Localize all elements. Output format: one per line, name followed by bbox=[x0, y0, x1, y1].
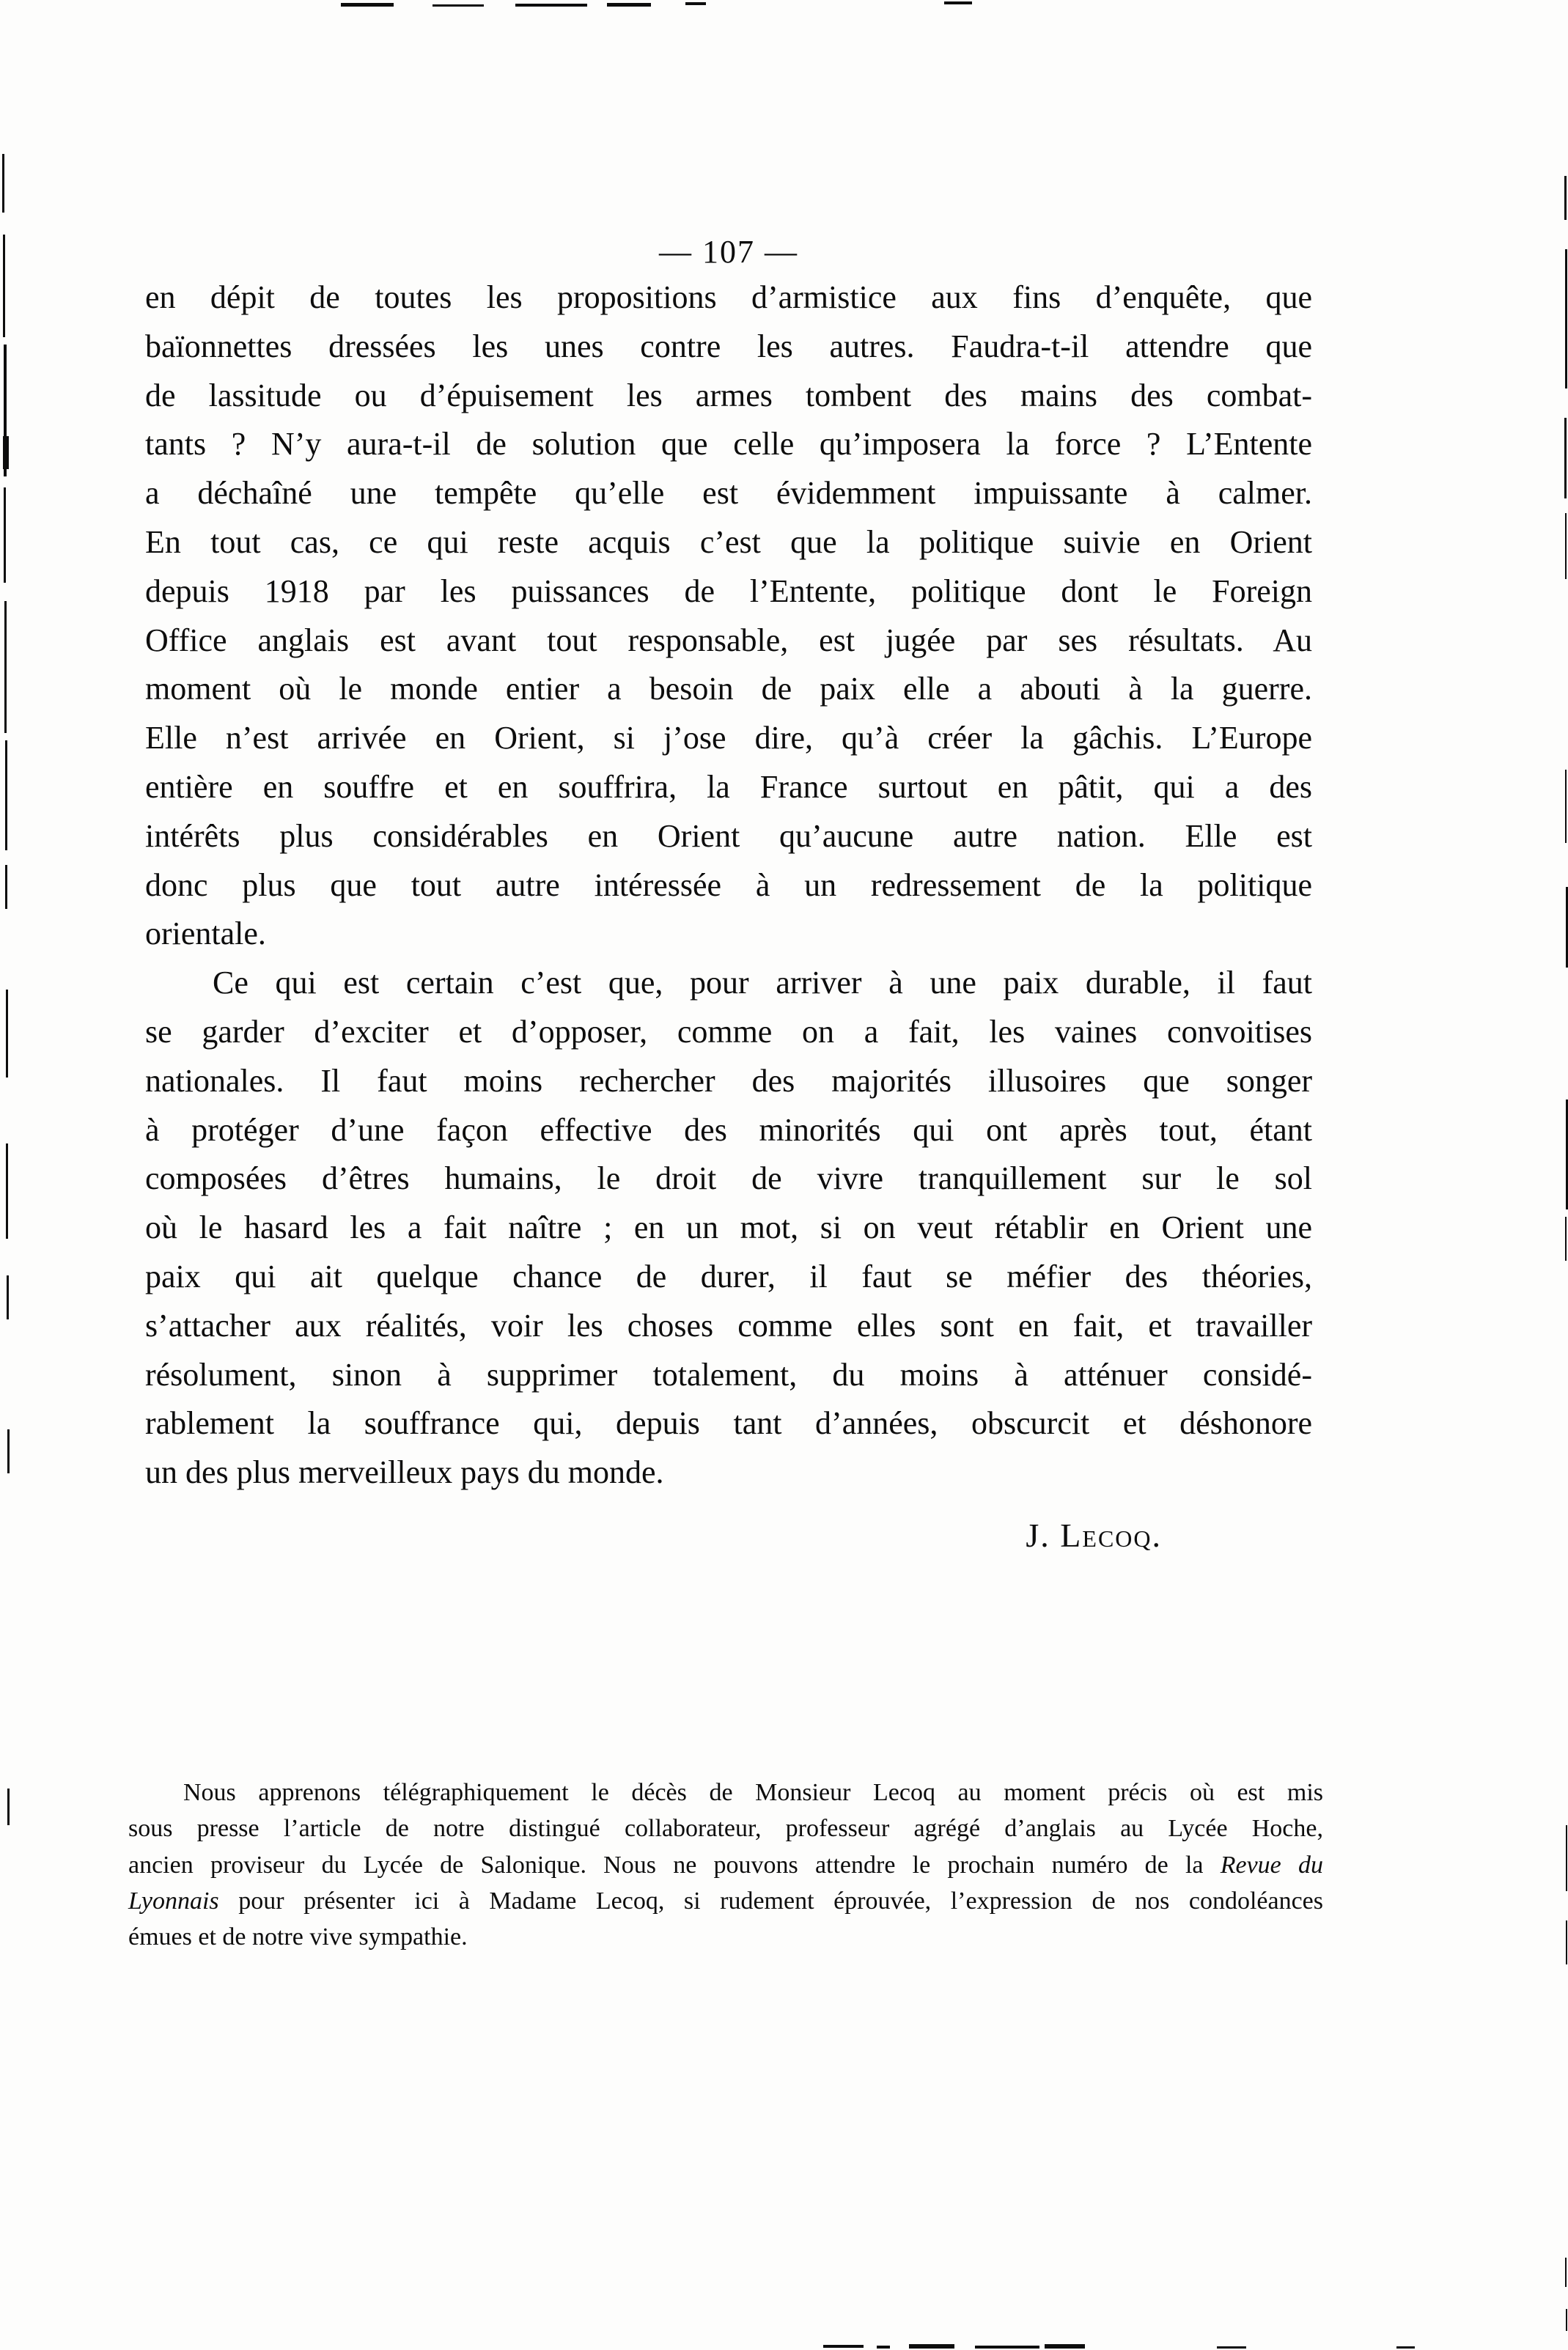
text-line: rablement la souffrance qui, depuis tant d’années, obscurcit et déshonore bbox=[145, 1405, 1312, 1442]
text-line: En tout cas, ce qui reste acquis c’est que la politique suivie en Orient bbox=[145, 523, 1312, 560]
footnote-text: ancien proviseur du Lycée de Salonique. Nous ne pouvons attendre le prochain numéro de la bbox=[128, 1851, 1204, 1879]
scan-artifact-bottom-dash bbox=[877, 2346, 890, 2349]
text-line: intérêts plus considérables en Orient qu’aucune autre nation. Elle est bbox=[145, 817, 1312, 854]
scan-artifact-bottom-dash bbox=[1045, 2344, 1085, 2349]
scan-artifact-left-line bbox=[4, 487, 6, 583]
scan-artifact-top-dash bbox=[685, 2, 706, 5]
text-line: Elle n’est arrivée en Orient, si j’ose dire, qu’à créer la gâchis. L’Europe bbox=[145, 720, 1312, 756]
text-line: entière en souffre et en souffrira, la France surtout en pâtit, qui a des bbox=[145, 768, 1312, 805]
text-line: composées d’êtres humains, le droit de vivre tranquillement sur le sol bbox=[145, 1160, 1312, 1197]
text-line: où le hasard les a fait naître ; en un mot, si on veut rétablir en Orient une bbox=[145, 1209, 1312, 1246]
scan-artifact-left-line bbox=[4, 601, 7, 733]
scan-artifact-left-line bbox=[7, 1429, 10, 1473]
scan-artifact-right-line bbox=[1564, 176, 1567, 220]
text-line: Ce qui est certain c’est que, pour arriver à une paix durable, il faut bbox=[213, 965, 1312, 1001]
scan-artifact-right-line bbox=[1565, 249, 1567, 388]
scan-artifact-top-dash bbox=[944, 1, 972, 4]
text-line: Office anglais est avant tout responsable, est jugée par ses résultats. Au bbox=[145, 622, 1312, 658]
journal-title-fragment: Revue du bbox=[1220, 1851, 1323, 1879]
scan-artifact-left-line bbox=[6, 1143, 8, 1239]
text-line: a déchaîné une tempête qu’elle est évidemment impuissante à calmer. bbox=[145, 475, 1312, 512]
page-number: — 107 — bbox=[659, 234, 798, 270]
scan-artifact-bottom-dash bbox=[1217, 2346, 1246, 2349]
scan-artifact-top-dash bbox=[515, 4, 587, 7]
text-line: paix qui ait quelque chance de durer, il faut se méfier des théories, bbox=[145, 1258, 1312, 1294]
scan-artifact-left-line bbox=[5, 740, 7, 850]
footnote-line: Nous apprenons télégraphiquement le décès de Monsieur Lecoq au moment précis où est mis bbox=[183, 1779, 1323, 1806]
scan-artifact-left-line bbox=[3, 235, 5, 337]
scan-artifact-bottom-dash bbox=[823, 2345, 864, 2348]
text-line: moment où le monde entier a besoin de paix elle a abouti à la guerre. bbox=[145, 671, 1312, 707]
text-line: depuis 1918 par les puissances de l’Entente, politique dont le Foreign bbox=[145, 572, 1312, 609]
text-line: à protéger d’une façon effective des minorités qui ont après tout, étant bbox=[145, 1111, 1312, 1148]
text-line: donc plus que tout autre intéressée à un redressement de la politique bbox=[145, 866, 1312, 903]
scan-artifact-bottom-dash bbox=[975, 2346, 1039, 2349]
text-line: un des plus merveilleux pays du monde. bbox=[145, 1454, 664, 1491]
footnote-line: sous presse l’article de notre distingué collaborateur, professeur agrégé d’anglais au Lycée Hoche, bbox=[128, 1815, 1323, 1843]
scan-artifact-right-line bbox=[1564, 418, 1567, 498]
footnote bbox=[128, 1775, 1323, 1955]
footnote-line bbox=[128, 1883, 1323, 1919]
author-signature: J. Lecoq. bbox=[1026, 1517, 1162, 1554]
text-line: s’attacher aux réalités, voir les choses comme elles sont en fait, et travailler bbox=[145, 1307, 1312, 1344]
footnote-line: émues et de notre vive sympathie. bbox=[128, 1923, 468, 1951]
footnote-text: pour présenter ici à Madame Lecoq, si rudement éprouvée, l’expression de nos condoléances bbox=[238, 1887, 1324, 1915]
scan-artifact-top-dash bbox=[433, 4, 484, 7]
scan-artifact-left-line bbox=[7, 1789, 10, 1825]
scan-artifact-right-line bbox=[1566, 1920, 1567, 1964]
text-line: baïonnettes dressées les unes contre les autres. Faudra-t-il attendre que bbox=[145, 328, 1312, 364]
text-line: résolument, sinon à supprimer totalement, du moins à atténuer considé- bbox=[145, 1356, 1312, 1393]
scan-artifact-left-line bbox=[5, 865, 7, 909]
text-line: tants ? N’y aura-t-il de solution que celle qu’imposera la force ? L’Entente bbox=[145, 426, 1312, 463]
scan-artifact-right-line bbox=[1565, 770, 1567, 843]
text-line: se garder d’exciter et d’opposer, comme on a fait, les vaines convoitises bbox=[145, 1013, 1312, 1050]
text-line: nationales. Il faut moins rechercher des majorités illusoires que songer bbox=[145, 1062, 1312, 1099]
scan-artifact-top-dash bbox=[607, 3, 651, 7]
scan-artifact-right-line bbox=[1565, 2258, 1567, 2287]
scan-artifact-top-dash bbox=[341, 3, 394, 7]
text-line: en dépit de toutes les propositions d’armistice aux fins d’enquête, que bbox=[145, 279, 1312, 315]
scan-artifact-right-line bbox=[1566, 2309, 1567, 2331]
scan-artifact-left-line bbox=[3, 436, 9, 469]
scan-artifact-bottom-dash bbox=[1396, 2346, 1415, 2349]
scan-artifact-right-line bbox=[1565, 1217, 1567, 1261]
journal-title-fragment: Lyonnais bbox=[128, 1887, 219, 1915]
article-body bbox=[145, 273, 1312, 1498]
scan-artifact-left-line bbox=[7, 1275, 9, 1319]
scan-artifact-right-line bbox=[1565, 513, 1567, 579]
text-line: orientale. bbox=[145, 916, 266, 952]
footnote-line bbox=[128, 1847, 1323, 1883]
scan-artifact-left-line bbox=[2, 154, 4, 213]
scan-artifact-bottom-dash bbox=[909, 2344, 954, 2349]
scan-artifact-right-line bbox=[1566, 1825, 1567, 1891]
scan-artifact-left-line bbox=[6, 990, 8, 1078]
text-line: de lassitude ou d’épuisement les armes tombent des mains des combat- bbox=[145, 377, 1312, 413]
